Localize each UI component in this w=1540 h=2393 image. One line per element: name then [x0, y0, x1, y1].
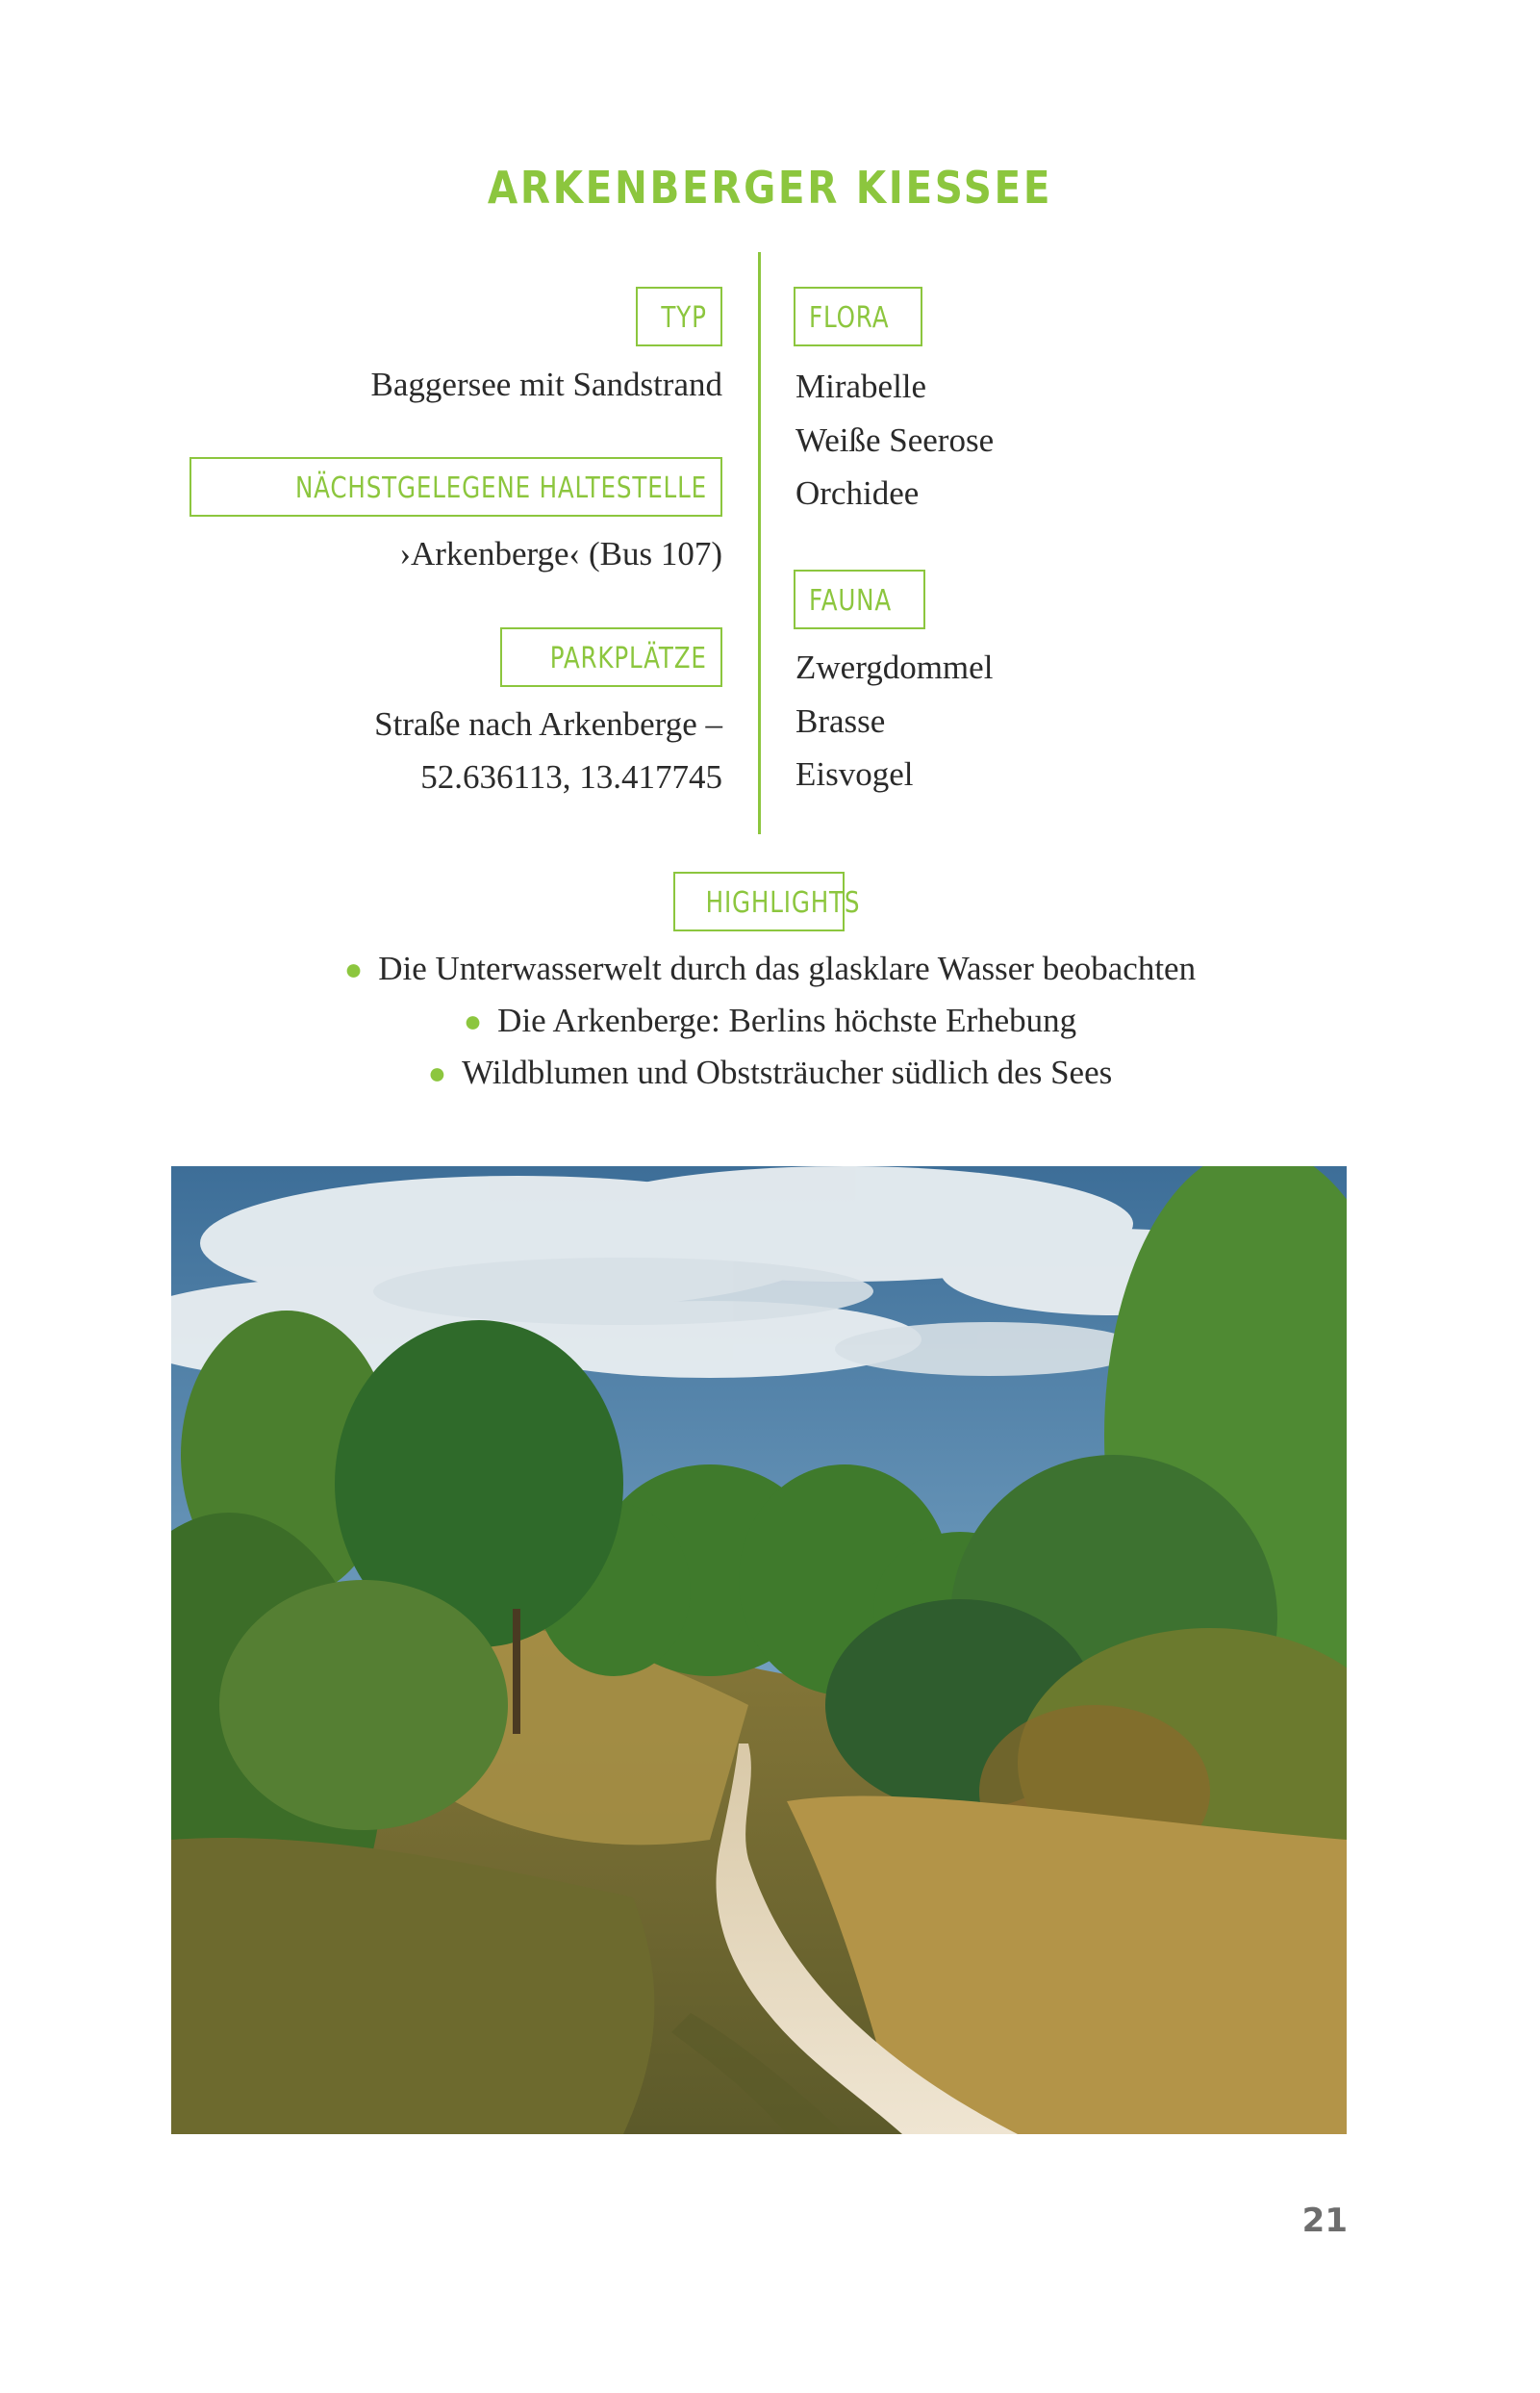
stop-label: NÄCHSTGELEGENE HALTESTELLE: [189, 457, 722, 517]
column-divider: [758, 252, 761, 834]
fauna-item: Brasse: [795, 702, 886, 740]
fauna-item: Zwergdommel: [795, 649, 994, 686]
page-number: 21: [1301, 2202, 1348, 2240]
flora-item: Orchidee: [795, 474, 920, 512]
fauna-label: FAUNA: [794, 570, 925, 629]
highlight-item: ● Die Arkenberge: Berlins höchste Erhebung: [463, 1002, 1077, 1039]
fauna-item: Eisvogel: [795, 755, 914, 793]
bullet-icon: ●: [463, 1004, 483, 1038]
landscape-photo: [171, 1166, 1347, 2134]
flora-item: Weiße Seerose: [795, 421, 995, 459]
highlights-label: HIGHLIGHTS: [673, 872, 845, 931]
parking-line-1: Straße nach Arkenberge –: [374, 705, 722, 743]
typ-label: TYP: [636, 287, 722, 346]
flora-item: Mirabelle: [795, 368, 927, 405]
bullet-icon: ●: [427, 1056, 447, 1090]
parking-line-2: 52.636113, 13.417745: [420, 758, 722, 796]
typ-value: Baggersee mit Sandstrand: [370, 366, 722, 403]
stop-value: ›Arkenberge‹ (Bus 107): [399, 535, 722, 573]
flora-label: FLORA: [794, 287, 922, 346]
parking-label: PARKPLÄTZE: [500, 627, 722, 687]
highlight-item: ● Die Unterwasserwelt durch das glasklare Wasser beobachten: [343, 950, 1197, 987]
bullet-icon: ●: [343, 952, 364, 986]
highlight-item: ● Wildblumen und Obststräucher südlich des Sees: [427, 1054, 1113, 1091]
page-title: ARKENBERGER KIESSEE: [487, 162, 1053, 214]
